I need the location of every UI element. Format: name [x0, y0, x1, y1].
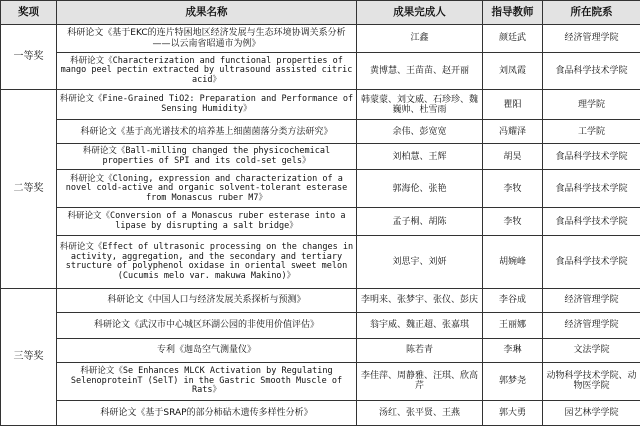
college-name: 文法学院 — [543, 338, 640, 362]
achievement-authors: 刘思宇、刘妍 — [357, 236, 483, 288]
achievement-title: 科研论文《基于高光谱技术的培养基上细菌菌落分类方法研究》 — [57, 120, 357, 144]
table-row — [1, 338, 640, 362]
achievement-authors: 江鑫 — [357, 25, 483, 53]
college-name: 经济管理学院 — [543, 312, 640, 338]
college-name: 理学院 — [543, 90, 640, 120]
college-name: 食品科学技术学院 — [543, 53, 640, 90]
college-name: 食品科学技术学院 — [543, 208, 640, 236]
achievement-title: 科研论文《Ball-milling changed the physicochemical properties of SPI and its cold-set gels》 — [57, 144, 357, 170]
advisor-name: 颜廷武 — [483, 25, 543, 53]
achievement-authors: 刘柏慧、王辉 — [357, 144, 483, 170]
achievement-title: 专利《迦岛空气测量仪》 — [57, 338, 357, 362]
table-row — [1, 362, 640, 400]
table-row — [1, 400, 640, 425]
advisor-name: 李谷成 — [483, 288, 543, 312]
achievement-title: 科研论文《基于SRAP的部分柿砧木遗传多样性分析》 — [57, 400, 357, 425]
achievement-authors: 余伟、彭宽宽 — [357, 120, 483, 144]
college-name: 食品科学技术学院 — [543, 170, 640, 208]
advisor-name: 胡婉峰 — [483, 236, 543, 288]
college-name: 园艺林学学院 — [543, 400, 640, 425]
header-advisor: 指导教师 — [483, 1, 543, 25]
table-row — [1, 236, 640, 288]
advisor-name: 胡昊 — [483, 144, 543, 170]
advisor-name: 李牧 — [483, 208, 543, 236]
college-name: 食品科学技术学院 — [543, 236, 640, 288]
award-category-second: 二等奖 — [1, 90, 57, 288]
college-name: 食品科学技术学院 — [543, 144, 640, 170]
achievement-authors: 李佳萍、周静雅、汪琪、欣高芹 — [357, 362, 483, 400]
advisor-name: 李琳 — [483, 338, 543, 362]
achievement-authors: 孟子桐、胡陈 — [357, 208, 483, 236]
achievement-authors: 翁宇威、魏正超、张嘉琪 — [357, 312, 483, 338]
achievement-authors: 汤红、张平贤、王燕 — [357, 400, 483, 425]
achievement-title: 科研论文《武汉市中心城区环湖公园的非使用价值评估》 — [57, 312, 357, 338]
achievement-authors: 郭海伦、张艳 — [357, 170, 483, 208]
achievement-title: 科研论文《Conversion of a Monascus ruber esterase into a lipase by disrupting a salt bridge》 — [57, 208, 357, 236]
college-name: 经济管理学院 — [543, 288, 640, 312]
header-award: 奖项 — [1, 1, 57, 25]
achievement-authors: 陈若青 — [357, 338, 483, 362]
header-row — [1, 1, 640, 25]
achievement-title: 科研论文《中国人口与经济发展关系探析与预测》 — [57, 288, 357, 312]
header-authors: 成果完成人 — [357, 1, 483, 25]
college-name: 经济管理学院 — [543, 25, 640, 53]
achievement-title: 科研论文《Cloning, expression and characterization of a novel cold-active and organic solvent-tolerant esterase from Monascus ruber M7》 — [57, 170, 357, 208]
advisor-name: 瞿阳 — [483, 90, 543, 120]
achievement-authors: 李明来、张梦宇、张仪、彭庆 — [357, 288, 483, 312]
advisor-name: 郭大勇 — [483, 400, 543, 425]
table-row — [1, 53, 640, 90]
advisor-name: 王丽娜 — [483, 312, 543, 338]
table-row — [1, 120, 640, 144]
table-row — [1, 170, 640, 208]
achievement-authors: 韩蒙蒙、刘文威、石珍珍、魏巍帅、杜雪雨 — [357, 90, 483, 120]
achievement-title: 科研论文《基于EKC的连片特困地区经济发展与生态环境协调关系分析——以云南省昭通市为例》 — [57, 25, 357, 53]
header-college: 所在院系 — [543, 1, 640, 25]
table-row — [1, 288, 640, 312]
achievement-title: 科研论文《Characterization and functional properties of mango peel pectin extracted by ultrasound assisted citric acid》 — [57, 53, 357, 90]
award-category-third: 三等奖 — [1, 288, 57, 425]
table-row — [1, 208, 640, 236]
college-name: 工学院 — [543, 120, 640, 144]
award-category-first: 一等奖 — [1, 25, 57, 90]
table-row — [1, 90, 640, 120]
table-row — [1, 312, 640, 338]
achievement-title: 科研论文《Effect of ultrasonic processing on the changes in activity, aggregation, and the secondary and tertiary structure of polyphenol oxidase in oriental sweet melon (Cucumis melo var. makuwa Makino)》 — [57, 236, 357, 288]
advisor-name: 郭梦尧 — [483, 362, 543, 400]
advisor-name: 冯耀泽 — [483, 120, 543, 144]
achievement-authors: 黄博慧、王苗苗、赵开丽 — [357, 53, 483, 90]
table-row — [1, 25, 640, 53]
advisor-name: 刘凤霞 — [483, 53, 543, 90]
achievement-title: 科研论文《Fine-Grained TiO2: Preparation and Performance of Sensing Humidity》 — [57, 90, 357, 120]
college-name: 动物科学技术学院、动物医学院 — [543, 362, 640, 400]
achievement-title: 科研论文《Se Enhances MLCK Activation by Regulating SelenoproteinT (SelT) in the Gastric Smooth Muscle of Rats》 — [57, 362, 357, 400]
header-title: 成果名称 — [57, 1, 357, 25]
table-row — [1, 144, 640, 170]
advisor-name: 李牧 — [483, 170, 543, 208]
